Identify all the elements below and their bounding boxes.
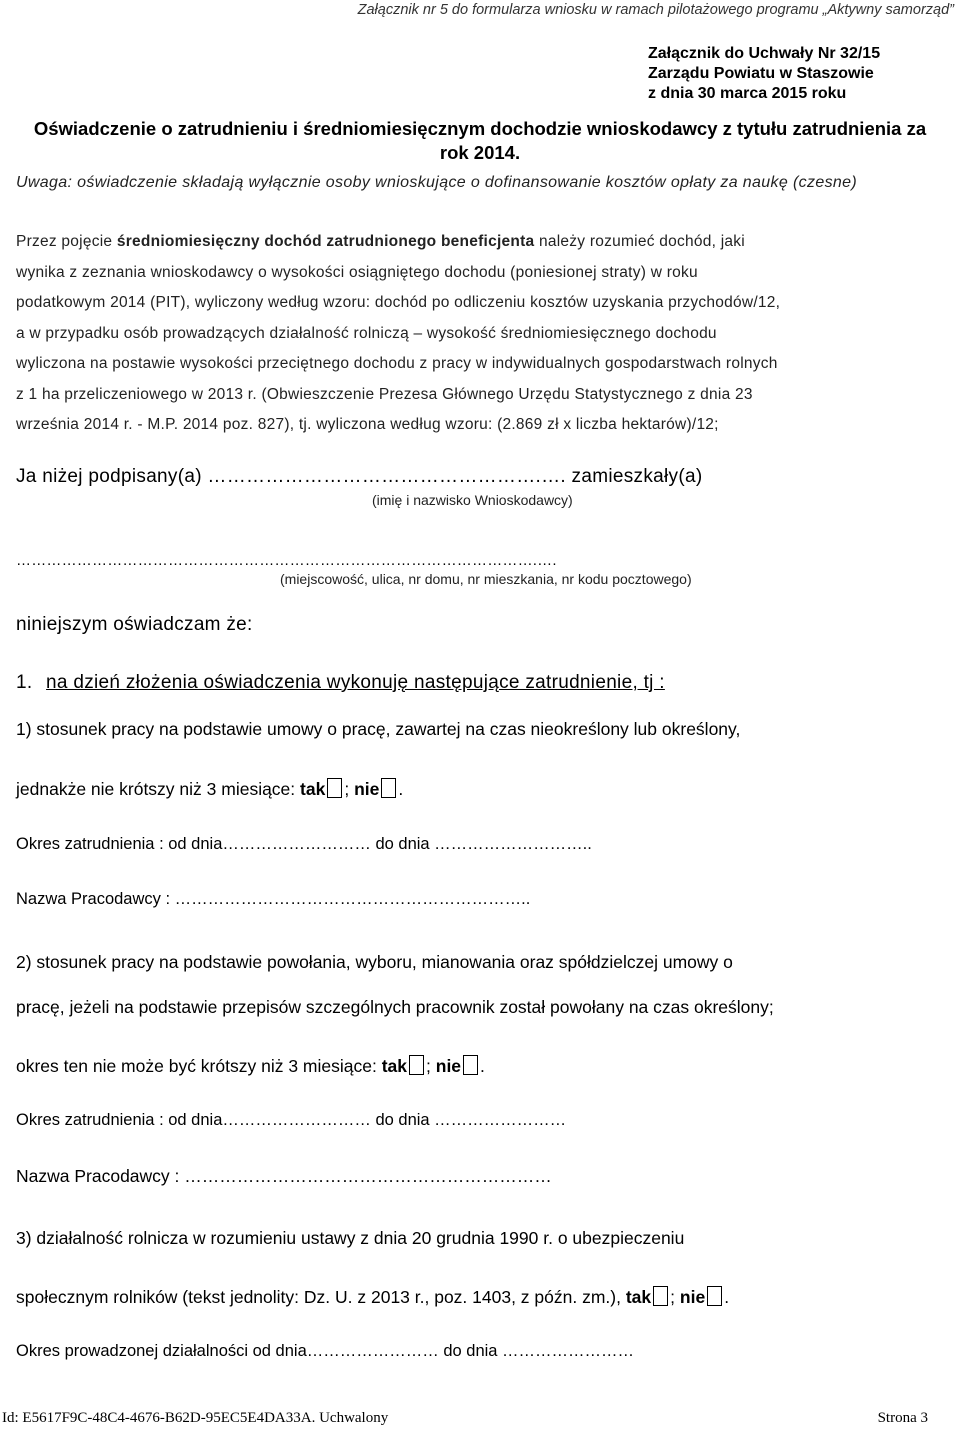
end-mark: . [480,1056,485,1076]
item2-line: pracę, jeżeli na podstawie przepisów szczególnych pracownik został powołany na czas określony; [16,997,774,1017]
item1-choice-text: jednakże nie krótszy niż 3 miesiące: [16,779,301,799]
nie-checkbox[interactable] [463,1055,478,1075]
item3-choice-line [16,1286,729,1308]
item2-choice-text: okres ten nie może być krótszy niż 3 miesiące: [16,1056,382,1076]
address-hint: (miejscowość, ulica, nr domu, nr mieszkania, nr kodu pocztowego) [280,571,692,587]
declaration-intro: niniejszym oświadczam że: [16,614,253,635]
definition-line: a w przypadku osób prowadzących działalność rolniczą – wysokość średniomiesięcznego dochodu [16,324,717,342]
end-mark: . [724,1287,730,1307]
note-uwaga: Uwaga: oświadczenie składają wyłącznie osoby wnioskujące o dofinansowanie kosztów opłaty za naukę (czesne) [16,174,858,191]
nie-checkbox[interactable] [381,778,396,798]
definition-line: wyliczona na postawie wysokości przeciętnego dochodu z pracy w indywidualnych gospodarstwach rolnych [16,355,778,372]
definition-line [16,231,780,262]
definition-line: września 2014 r. - M.P. 2014 poz. 827), tj. wyliczona według wzoru: (2.869 zł x liczba hektarów)/12; [16,416,719,433]
resolution-reference [648,44,880,104]
nie-checkbox[interactable] [707,1286,722,1306]
tak-checkbox[interactable] [653,1286,668,1306]
document-id: Id: E5617F9C-48C4-4676-B62D-95EC5E4DA33A. Uchwalony [2,1410,389,1426]
item2-employer-field[interactable]: Nazwa Pracodawcy : ……………………………………………………… [16,1166,552,1186]
definition-line: podatkowym 2014 (PIT), wyliczony według wzoru: dochód po odliczeniu kosztów uzyskania przychodów/12, [16,294,781,311]
definition-paragraph [16,231,780,445]
tak-label: tak [300,779,326,799]
resolution-line: z dnia 30 marca 2015 roku [648,85,847,102]
separator: ; [344,779,350,799]
resolution-line: Zarządu Powiatu w Staszowie [648,65,874,82]
item1-employer-field[interactable]: Nazwa Pracodawcy : ……………………………………………………….. [16,890,531,908]
definition-post: należy rozumieć dochód, jaki [534,233,745,250]
item2-line: 2) stosunek pracy na podstawie powołania, wyboru, mianowania oraz spółdzielczej umowy o [16,952,733,972]
nie-label: nie [435,1056,462,1076]
item1-period-field[interactable]: Okres zatrudnienia : od dnia……………………… do dnia ……………………….. [16,835,592,853]
item2-period-field[interactable]: Okres zatrudnienia : od dnia……………………… do dnia …………………… [16,1111,567,1129]
attachment-note: Załącznik nr 5 do formularza wniosku w ramach pilotażowego programu „Aktywny samorząd” [357,2,954,18]
section-heading [16,672,665,694]
resolution-line: Załącznik do Uchwały Nr 32/15 [648,45,881,62]
end-mark: . [398,779,404,799]
separator: ; [426,1056,431,1076]
page-number: Strona 3 [877,1410,928,1426]
tak-checkbox[interactable] [327,778,342,798]
section-title: na dzień złożenia oświadczenia wykonuję następujące zatrudnienie, tj : [46,672,665,693]
tak-checkbox[interactable] [409,1055,424,1075]
declarant-name-field[interactable]: Ja niżej podpisany(a) …………………………………………….…. zamieszkały(a) [16,466,703,487]
item3-line: 3) działalność rolnicza w rozumieniu ustawy z dnia 20 grudnia 1990 r. o ubezpieczeniu [16,1228,685,1248]
definition-line: wynika z zeznania wnioskodawcy o wysokości osiągniętego dochodu (poniesionej straty) w roku [16,263,698,281]
definition-line: z 1 ha przeliczeniowego w 2013 r. (Obwieszczenie Prezesa Głównego Urzędu Statystycznego z dnia 23 [16,385,753,403]
section-number: 1. [16,672,33,693]
definition-pre: Przez pojęcie [16,233,117,250]
tak-label: tak [381,1056,407,1076]
item1-line: 1) stosunek pracy na podstawie umowy o pracę, zawartej na czas nieokreślony lub określony, [16,719,741,739]
item2-choice-line [16,1055,485,1077]
item3-period-field[interactable]: Okres prowadzonej działalności od dnia…………………… do dnia …………………… [16,1342,635,1360]
address-field[interactable]: ………………………………………………………………………………………….…. [16,552,557,569]
item3-choice-text: społecznym rolników (tekst jednolity: Dz. U. z 2013 r., poz. 1403, z późn. zm.), [16,1287,626,1307]
nie-label: nie [354,779,380,799]
definition-term: średniomiesięczny dochód zatrudnionego beneficjenta [116,233,535,250]
nie-label: nie [679,1287,706,1307]
tak-label: tak [625,1287,652,1307]
separator: ; [670,1287,676,1307]
name-hint: (imię i nazwisko Wnioskodawcy) [372,492,573,508]
document-title: Oświadczenie o zatrudnieniu i średniomiesięcznym dochodzie wnioskodawcy z tytułu zatrudnienia za rok 2014. [33,118,927,163]
item1-choice-line [16,778,403,800]
